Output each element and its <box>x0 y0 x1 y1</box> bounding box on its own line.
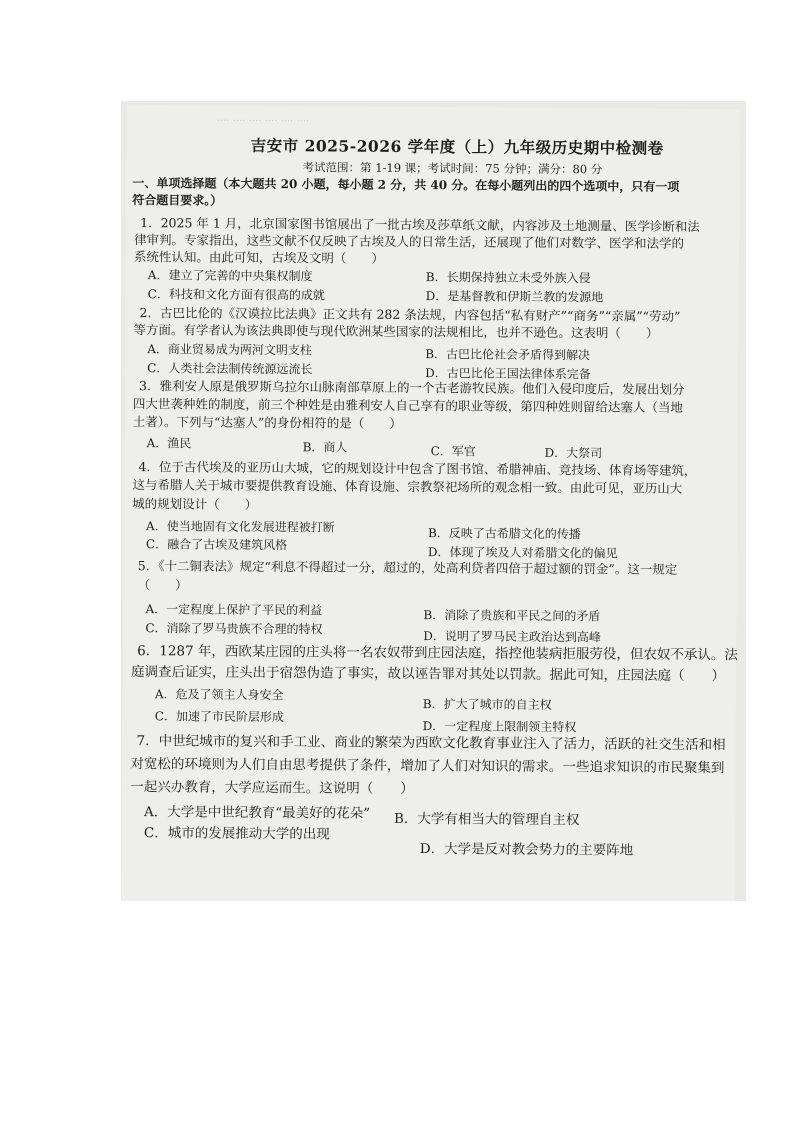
exam-title: 吉安市 2025-2026 学年度（上）九年级历史期中检测卷 <box>250 135 664 158</box>
question-7-stem: 一起兴办教育，大学应运而生。这说明（ ） <box>130 779 414 798</box>
question-6-option-d: D．一定程度上限制领主特权 <box>422 719 577 735</box>
question-1-option-c: C．科技和文化方面有很高的成就 <box>147 287 325 303</box>
question-6-option-b: B．扩大了城市的自主权 <box>422 697 552 712</box>
question-7-option-c: C．城市的发展推动大学的出现 <box>143 825 330 843</box>
exam-sheet <box>121 105 740 901</box>
question-5-option-b: B．消除了贵族和平民之间的矛盾 <box>423 608 601 624</box>
question-2-stem: 2．古巴比伦的《汉谟拉比法典》正文共有 282 条法规，内容包括“私有财产”“商务”“亲属”“劳动” <box>139 305 681 324</box>
section-heading: 一、单项选择题（本大题共 20 小题，每小题 2 分，共 40 分。在每小题列出的四个选项中，只有一项 <box>132 176 680 194</box>
question-4-option-a: A．使当地固有文化发展进程被打断 <box>146 519 335 535</box>
question-2-stem: 等方面。有学者认为该法典即使与现代欧洲某些国家的法规相比，也并不逊色。这表明（ ） <box>133 322 659 341</box>
question-3-stem: 四大世袭种姓的制度，前三个种姓是由雅利安人自己享有的职业等级，第四种姓则留给达塞人（当地 <box>132 396 683 415</box>
question-4-option-d: D．体现了埃及人对希腊文化的偏见 <box>427 545 618 561</box>
question-1-option-b: B．长期保持独立未受外族入侵 <box>425 270 591 286</box>
question-4-stem: 4．位于古代埃及的亚历山大城，它的规划设计中包含了图书馆、希腊神庙、竞技场、体育场等建筑， <box>138 459 697 478</box>
question-6-option-c: C．加速了市民阶层形成 <box>154 709 284 725</box>
question-3-option-c: C．军官 <box>430 444 476 459</box>
question-6-stem: 庭调查后证实，庄头出于宿怨伪造了事实，故以诬告罪对其处以罚款。据此可知，庄园法庭（ ） <box>130 664 726 685</box>
exam-info: 考试范围：第 1-19 课；考试时间：75 分钟；满分：80 分 <box>302 160 603 177</box>
question-1-option-d: D．是基督教和伊斯兰教的发源地 <box>425 289 604 305</box>
question-4-option-c: C．融合了古埃及建筑风格 <box>145 537 288 553</box>
question-7-option-d: D．大学是反对教会势力的主要阵地 <box>419 841 634 859</box>
section-heading-cont: 符合题目要求。） <box>132 193 223 208</box>
question-2-option-b: B．古巴比伦社会矛盾得到解决 <box>425 347 591 363</box>
question-3-option-a: A．渔民 <box>146 436 192 451</box>
question-3-stem: 土著）。下列与“达塞人”的身份相符的是（ ） <box>132 414 402 431</box>
question-5-stem: （ ） <box>137 577 188 593</box>
question-2-option-d: D．古巴比伦王国法律体系完备 <box>425 366 591 382</box>
question-7-option-a: A．大学是中世纪教育“最美好的花朵” <box>144 804 371 822</box>
question-3-stem: 3．雅利安人原是俄罗斯乌拉尔山脉南部草原上的一个古老游牧民族。他们入侵印度后，发展出划分 <box>138 378 685 397</box>
question-1-stem: 律审判。专家指出，这些文献不仅反映了古埃及人的日常生活，还展现了他们对数学、医学和法学的 <box>134 232 685 251</box>
question-1-stem: 系统性认知。由此可知，古埃及文明（ ） <box>133 249 385 266</box>
question-1-option-a: A．建立了完善的中央集权制度 <box>147 268 313 284</box>
question-3-option-b: B．商人 <box>302 440 348 455</box>
question-6-option-a: A．危及了领主人身安全 <box>154 687 284 703</box>
question-7-option-b: B．大学有相当大的管理自主权 <box>393 810 580 829</box>
question-2-option-a: A．商业贸易成为两河文明支柱 <box>147 342 313 358</box>
exam-photo <box>121 101 746 901</box>
question-7-stem: 对宽松的环境则为人们自由思考提供了条件，增加了人们对知识的需求。一些追求知识的市民聚集到 <box>130 756 725 777</box>
question-1-stem: 1．2025 年 1 月，北京国家图书馆展出了一批古埃及莎草纸文献，内容涉及土地测量、医学诊断和法 <box>140 215 700 235</box>
bleed-through-text: ···· ···· ···· ···· ···· ···· <box>216 115 310 128</box>
question-5-option-c: C．消除了罗马贵族不合理的特权 <box>145 621 323 637</box>
question-5-option-d: D．说明了罗马民主政治达到高峰 <box>423 629 601 645</box>
question-5-option-a: A．一定程度上保护了平民的利益 <box>145 602 323 618</box>
question-4-option-b: B．反映了古希腊文化的传播 <box>427 526 581 542</box>
question-2-option-c: C．人类社会法制传统源远流长 <box>147 361 313 377</box>
question-6-stem: 6．1287 年，西欧某庄园的庄头将一名农奴带到庄园法庭，指控他装病拒服劳役，但农奴不承认。法 <box>137 643 738 664</box>
question-4-stem: 城的规划设计（ ） <box>132 496 258 512</box>
question-7-stem: 7．中世纪城市的复兴和手工业、商业的繁荣为西欧文化教育事业注入了活力，活跃的社交生活和相 <box>136 733 726 754</box>
question-3-option-d: D．大祭司 <box>544 445 603 461</box>
question-5-stem: 5．《十二铜表法》规定“利息不得超过一分，超过的，处高利贷者四倍于超过额的罚金”。这一规定 <box>137 558 678 577</box>
question-4-stem: 这与希腊人关于城市要提供教育设施、体育设施、宗教祭祀场所的观念相一致。由此可见，亚历山大 <box>132 477 683 496</box>
